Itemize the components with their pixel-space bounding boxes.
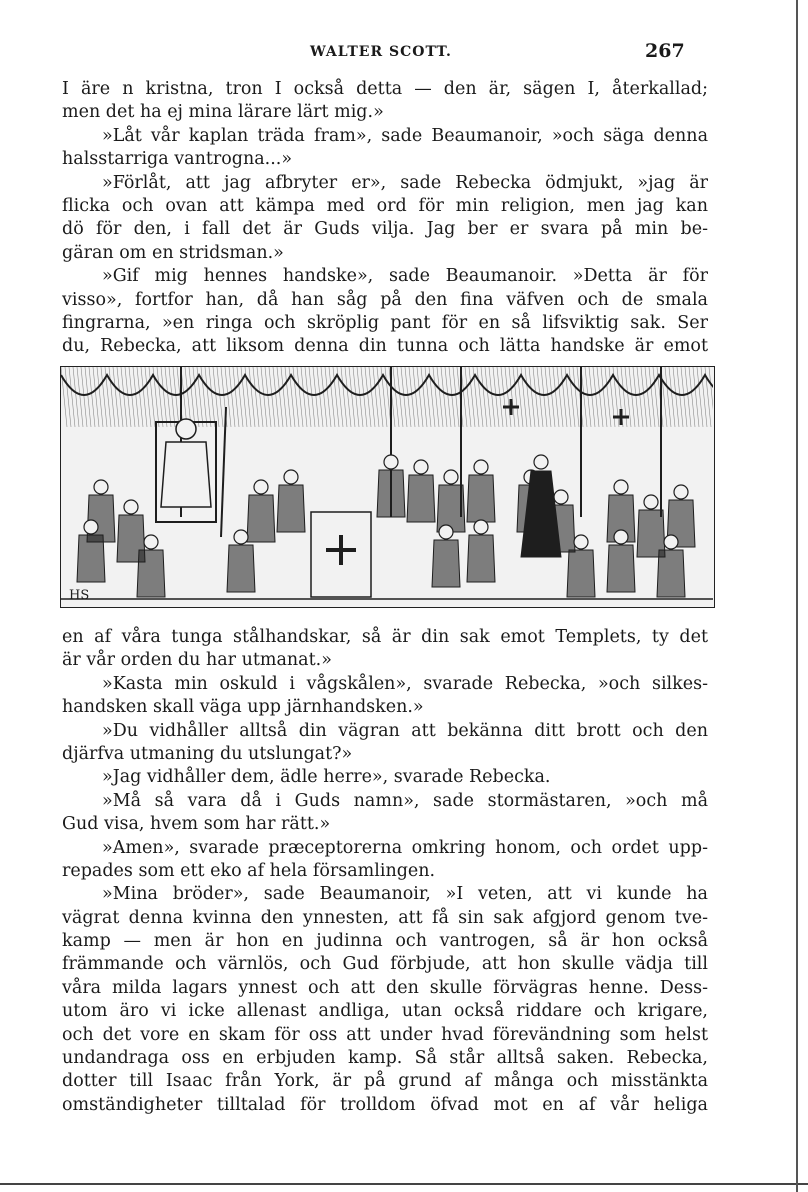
grandmaster-head [176, 419, 196, 439]
text-line: repades som ett eko af hela församlingen. [62, 860, 436, 881]
text-line: djärfva utmaning du utslungat?» [62, 743, 353, 764]
crowd-figure-head [614, 480, 628, 494]
text-line: »Amen», svarade præceptorerna omkring honom, och ordet upp- [102, 837, 708, 858]
text-line: undandraga oss en erbjuden kamp. Så står alltså saken. Rebecka, [62, 1048, 708, 1069]
crowd-figure-head [614, 530, 628, 544]
crowd-figure-body [432, 540, 460, 587]
text-line: dotter till Isaac från York, är på grund af många och misstänkta [62, 1071, 708, 1092]
crowd-figure-head [474, 520, 488, 534]
crowd-figure-head [144, 535, 158, 549]
page-edge-right [796, 0, 798, 1192]
rebecca-head [534, 455, 548, 469]
crowd-figure-body [227, 545, 255, 592]
text-line: gäran om en stridsman.» [62, 242, 284, 263]
crowd-figure-head [124, 500, 138, 514]
text-line: en af våra tunga stålhandskar, så är din sak emot Templets, ty det [62, 627, 708, 647]
crowd-figure-head [414, 460, 428, 474]
text-line: Gud visa, hvem som har rätt.» [62, 814, 331, 835]
text-line: främmande och värnlös, och Gud förbjude, att hon skulle vädja till [62, 954, 708, 975]
crowd-figure-head [644, 495, 658, 509]
text-line: vägrat denna kvinna den ynnesten, att få sin sak afgjord genom tve- [62, 907, 708, 928]
grandmaster-robe [161, 442, 211, 507]
text-line: »Låt vår kaplan träda fram», sade Beaumanoir, »och säga denna [102, 125, 708, 146]
text-line: fingrarna, »en ringa och skröplig pant för en så lifsviktig sak. Ser [62, 312, 708, 333]
crowd-figure-head [384, 455, 398, 469]
text-line: »Förlåt, att jag afbryter er», sade Rebecka ödmjukt, »jag är [102, 172, 708, 193]
text-line: halsstarriga vantrogna...» [62, 149, 293, 170]
crowd-figure-body [437, 485, 465, 532]
text-line: är vår orden du har utmanat.» [62, 650, 332, 671]
crowd-figure-body [377, 470, 405, 517]
text-line: dö för den, i fall det är Guds vilja. Jag ber er svara på min be- [62, 219, 708, 240]
crowd-figure-head [444, 470, 458, 484]
crowd-figure-head [84, 520, 98, 534]
crowd-figure-head [664, 535, 678, 549]
text-line: kamp — men är hon en judinna och vantrogen, så är hon också [62, 931, 708, 952]
text-line: »Gif mig hennes handske», sade Beaumanoir. »Detta är för [102, 266, 708, 287]
engraving-illustration [60, 366, 715, 608]
text-line: våra milda lagars ynnest och att den skulle förvägras henne. Dess- [62, 977, 708, 998]
page-number: 267 [645, 40, 685, 62]
text-block-top [62, 78, 708, 359]
engraving-scene [61, 367, 713, 606]
text-line: »Jag vidhåller dem, ädle herre», svarade Rebecka. [102, 767, 551, 788]
crowd-figure-head [574, 535, 588, 549]
text-line: omständigheter tilltalad för trolldom öfvad mot en af vår heliga [62, 1094, 708, 1115]
text-line: och det vore en skam för oss att under hvad förevändning som helst [62, 1024, 708, 1045]
crowd-figure-body [567, 550, 595, 597]
text-line: men det ha ej mina lärare lärt mig.» [62, 102, 384, 123]
crowd-figure-body [137, 550, 165, 597]
crowd-figure-head [439, 525, 453, 539]
crowd-figure-body [607, 545, 635, 592]
crowd-figure-body [657, 550, 685, 597]
text-line: du, Rebecka, att liksom denna din tunna och lätta handske är emot [62, 336, 708, 357]
artist-signature: HS [69, 588, 90, 603]
crowd-figure-body [467, 535, 495, 582]
text-line: utom äro vi icke allenast andliga, utan också riddare och krigare, [62, 1001, 708, 1022]
crowd-figure-body [467, 475, 495, 522]
text-line: flicka och ovan att kämpa med ord för min religion, men jag kan [62, 195, 708, 216]
crowd-figure-head [554, 490, 568, 504]
running-head: WALTER SCOTT. [310, 44, 452, 60]
crowd-figure-head [254, 480, 268, 494]
crowd-figure-body [247, 495, 275, 542]
crowd-figure-head [474, 460, 488, 474]
crowd-figure-body [277, 485, 305, 532]
page-edge-bottom [0, 1183, 808, 1185]
text-line: »Må så vara då i Guds namn», sade stormästaren, »och må [102, 790, 708, 811]
crowd-figure-head [674, 485, 688, 499]
crowd-figure-head [94, 480, 108, 494]
crowd-figure-body [407, 475, 435, 522]
text-line: »Du vidhåller alltså din vägran att bekänna ditt brott och den [102, 720, 708, 741]
text-line: »Kasta min oskuld i vågskålen», svarade Rebecka, »och silkes- [102, 673, 708, 694]
text-block-bottom [62, 626, 708, 1117]
crowd-figure-head [234, 530, 248, 544]
crowd-figure-head [284, 470, 298, 484]
text-line: visso», fortfor han, då han såg på den fina väfven och de smala [62, 289, 708, 310]
text-line: »Mina bröder», sade Beaumanoir, »I veten, att vi kunde ha [102, 884, 708, 905]
text-line: handsken skall väga upp järnhandsken.» [62, 697, 424, 718]
text-line: I äre n kristna, tron I också detta — den är, sägen I, återkallad; [62, 79, 708, 99]
crowd-figure-body [77, 535, 105, 582]
